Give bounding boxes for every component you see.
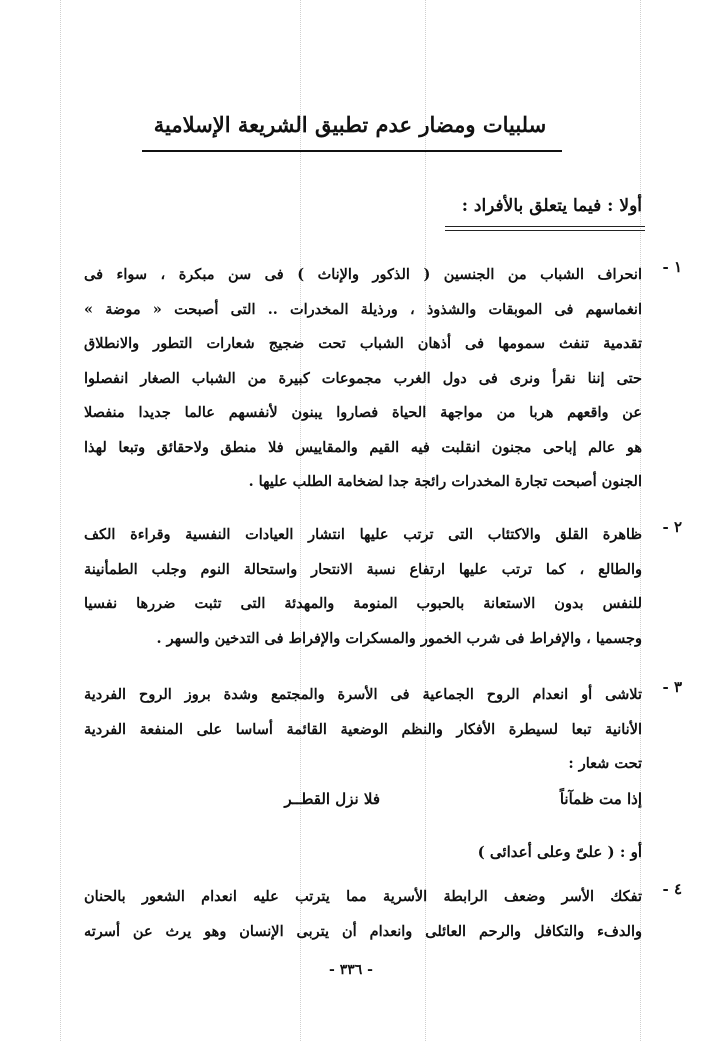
paragraph-line: تفكك الأسر وضعف الرابطة الأسرية مما يترتب عليه انعدام الشعور بالحنان: [84, 888, 642, 905]
section-heading-underline: [445, 226, 645, 231]
list-item-3: [84, 678, 682, 782]
paragraph-line: هو عالم إباحى مجنون انقلبت فيه القيم والمقاييس فلا منطق ولاحقائق وتبعا لهذا: [84, 438, 642, 456]
list-item-2: [84, 518, 682, 656]
verse-first-half: إذا مت ظمآناً: [559, 790, 642, 808]
verse-second-half: فلا نزل القطــر: [284, 790, 380, 808]
paragraph-line: والدفء والتكافل والرحم العائلى وانعدام أن يتربى الإنسان وهو يرث عن أسرته: [84, 922, 642, 940]
item-number: ١ -: [662, 258, 682, 276]
paragraph-line: انحراف الشباب من الجنسين ( الذكور والإناث ) فى سن مبكرة ، سواء فى: [84, 266, 642, 283]
paragraph-line: تلاشى أو انعدام الروح الجماعية فى الأسرة والمجتمع وشدة بروز الروح الفردية: [84, 686, 642, 703]
paragraph-line: الأنانية تبعا لسيطرة الأفكار والنظم الوضعية القائمة أساسا على المنفعة الفردية: [84, 720, 642, 738]
item-number: ٣ -: [662, 678, 682, 696]
poetry-verse: [84, 782, 642, 816]
paragraph-line: حتى إننا نقرأ ونرى فى دول الغرب مجموعات كبيرة من الشباب الصغار انفصلوا: [84, 369, 642, 387]
paragraph-line: للنفس بدون الاستعانة بالحبوب المنومة والمهدئة التى تثبت ضررها نفسيا: [84, 595, 642, 612]
list-item-1: [84, 258, 682, 500]
paragraph-line: الجنون أصبحت تجارة المخدرات رائجة جدا لضخامة الطلب عليها .: [248, 473, 642, 490]
paragraph-line: تقدمية تنفث سمومها فى أذهان الشباب تحت ضجيج شعارات التطور والانطلاق: [84, 335, 642, 352]
item-number: ٢ -: [662, 518, 682, 536]
paragraph-line: والطالع ، كما ترتب عليها ارتفاع نسبة الانتحار واستحالة النوم وجلب الطمأنينة: [84, 560, 642, 578]
paragraph-line: ظاهرة القلق والاكتئاب التى ترتب عليها انتشار العيادات النفسية وقراءة الكف: [84, 526, 642, 543]
margin-guide-line: [60, 0, 61, 1041]
alternate-slogan: أو : ( علىّ وعلى أعدائى ): [477, 843, 642, 861]
title-underline: [142, 150, 562, 152]
page-number: - ٣٣٦ -: [329, 962, 373, 978]
list-item-4: [84, 880, 682, 949]
item-number: ٤ -: [662, 880, 682, 898]
paragraph-line: وجسميا ، والإفراط فى شرب الخمور والمسكرات والإفراط فى التدخين والسهر .: [156, 629, 642, 647]
section-heading: أولا : فيما يتعلق بالأفراد :: [461, 196, 642, 216]
paragraph-line: تحت شعار :: [568, 755, 642, 772]
paragraph-line: انغماسهم فى الموبقات والشذوذ ، ورذيلة المخدرات .. التى أصبحت « موضة »: [84, 300, 642, 318]
paragraph-line: عن واقعهم هربا من مواجهة الحياة فصاروا يبنون لأنفسهم عالما جديدا منفصلا: [84, 404, 642, 421]
page-title: سلبيات ومضار عدم تطبيق الشريعة الإسلامية: [153, 112, 547, 137]
